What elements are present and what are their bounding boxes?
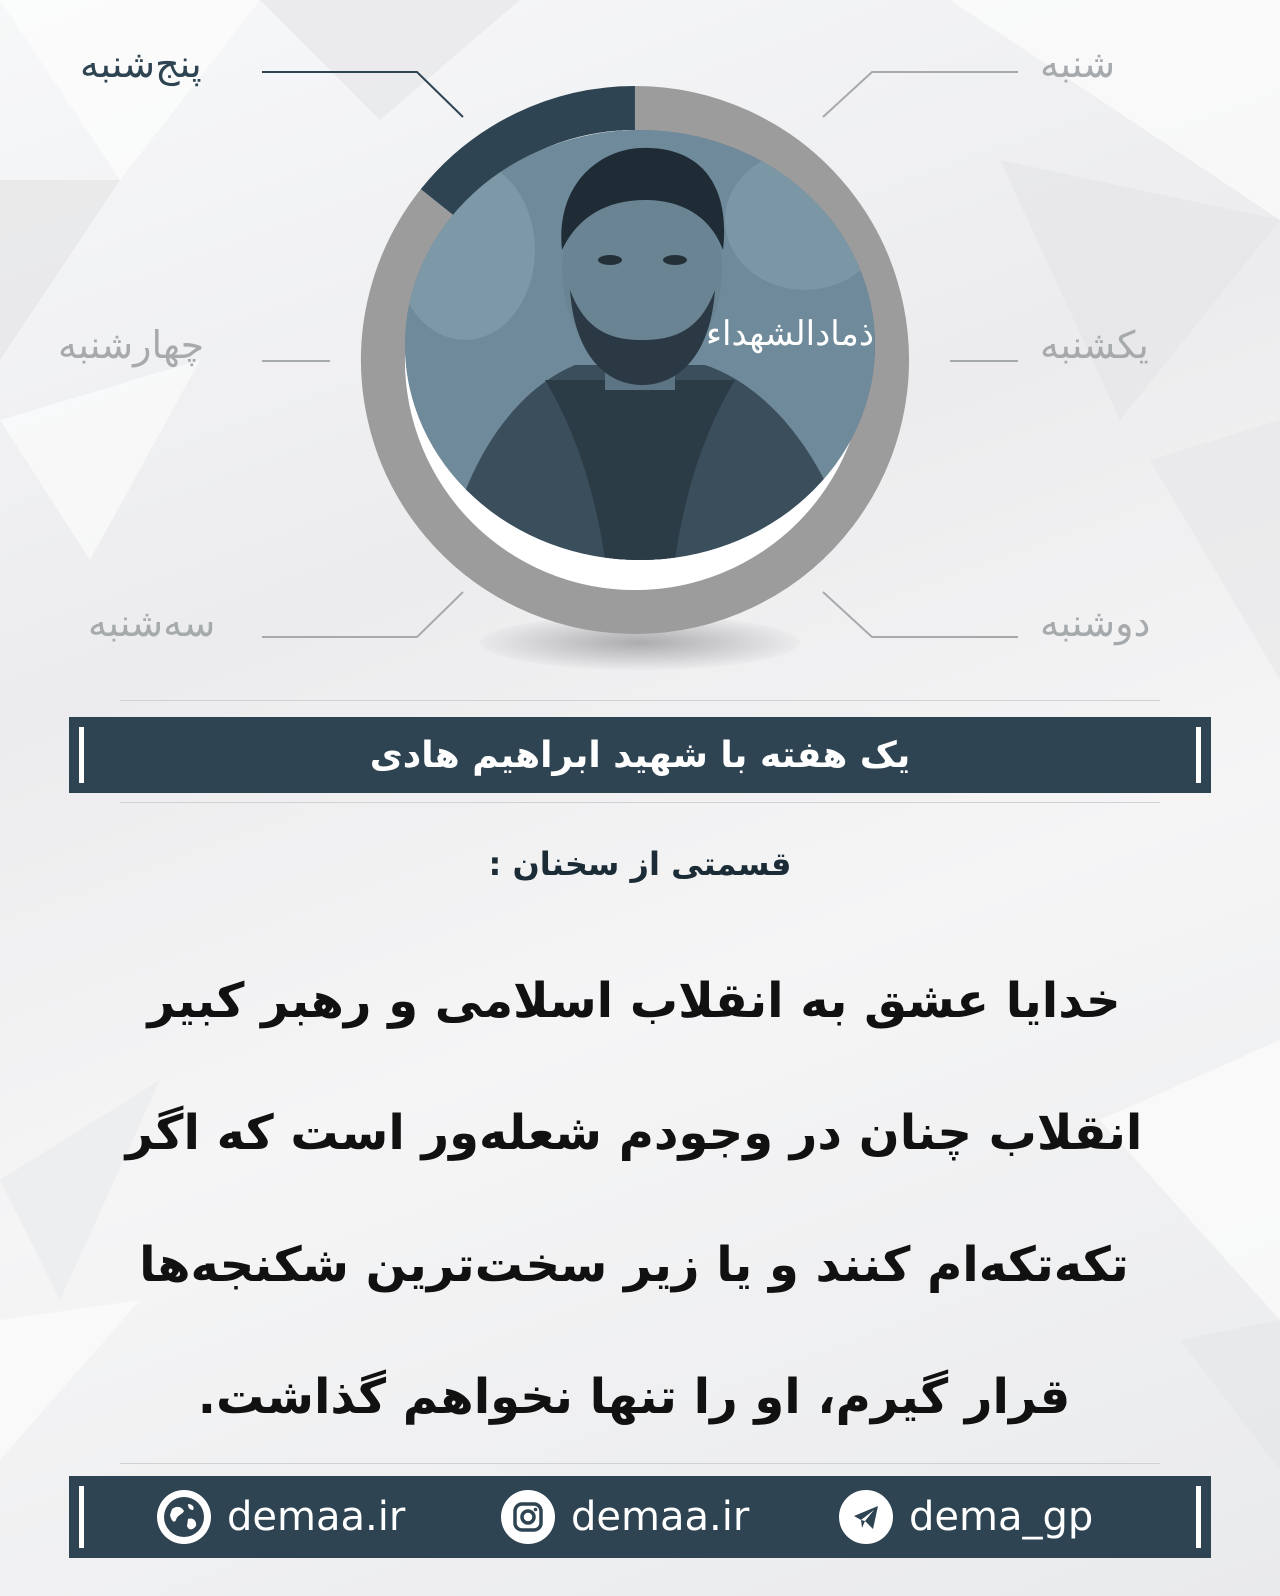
martyr-portrait	[405, 130, 875, 560]
quote-line: خدایا عشق به انقلاب اسلامی و رهبر کبیر	[147, 973, 1121, 1029]
quote-heading: قسمتی از سخنان :	[488, 845, 792, 883]
telegram-icon	[839, 1490, 893, 1544]
day-label-thursday: پنج‌شنبه	[80, 42, 202, 86]
globe-icon	[157, 1490, 211, 1544]
quote-text	[80, 935, 1188, 1463]
title-banner-edge-right	[1196, 727, 1201, 783]
day-label-sunday: یکشنبه	[1040, 323, 1149, 367]
separator-top	[120, 700, 1160, 701]
title-banner-edge-left	[79, 727, 84, 783]
instagram-icon	[501, 1490, 555, 1544]
footer-edge-right	[1196, 1486, 1201, 1548]
day-label-saturday: شنبه	[1040, 42, 1116, 86]
title-banner	[69, 717, 1211, 793]
logo-calligraphy: ذمادالشهداء	[706, 314, 874, 354]
footer-edge-left	[79, 1486, 84, 1548]
separator-title-bottom	[120, 802, 1160, 803]
instagram-link[interactable]	[501, 1476, 749, 1558]
quote-line: قرار گیرم، او را تنها نخواهم گذاشت.	[197, 1369, 1071, 1425]
day-label-tuesday: سه‌شنبه	[88, 601, 216, 645]
day-label-monday: دوشنبه	[1040, 601, 1151, 645]
website-link[interactable]	[157, 1476, 405, 1558]
website-text: demaa.ir	[227, 1494, 406, 1540]
portrait-illustration	[405, 130, 875, 560]
separator-footer-top	[120, 1463, 1160, 1464]
footer-banner	[69, 1476, 1211, 1558]
quote-line: تکه‌تکه‌ام کنند و یا زیر سخت‌ترین شکنجه‌ها	[139, 1237, 1129, 1293]
quote-line: انقلاب چنان در وجودم شعله‌ور است که اگر	[125, 1105, 1143, 1161]
instagram-text: demaa.ir	[571, 1494, 750, 1540]
page-title: یک هفته با شهید ابراهیم هادی	[369, 734, 911, 776]
telegram-link[interactable]	[839, 1476, 1093, 1558]
day-label-wednesday: چهارشنبه	[58, 323, 205, 367]
telegram-text: dema_gp	[909, 1494, 1094, 1540]
